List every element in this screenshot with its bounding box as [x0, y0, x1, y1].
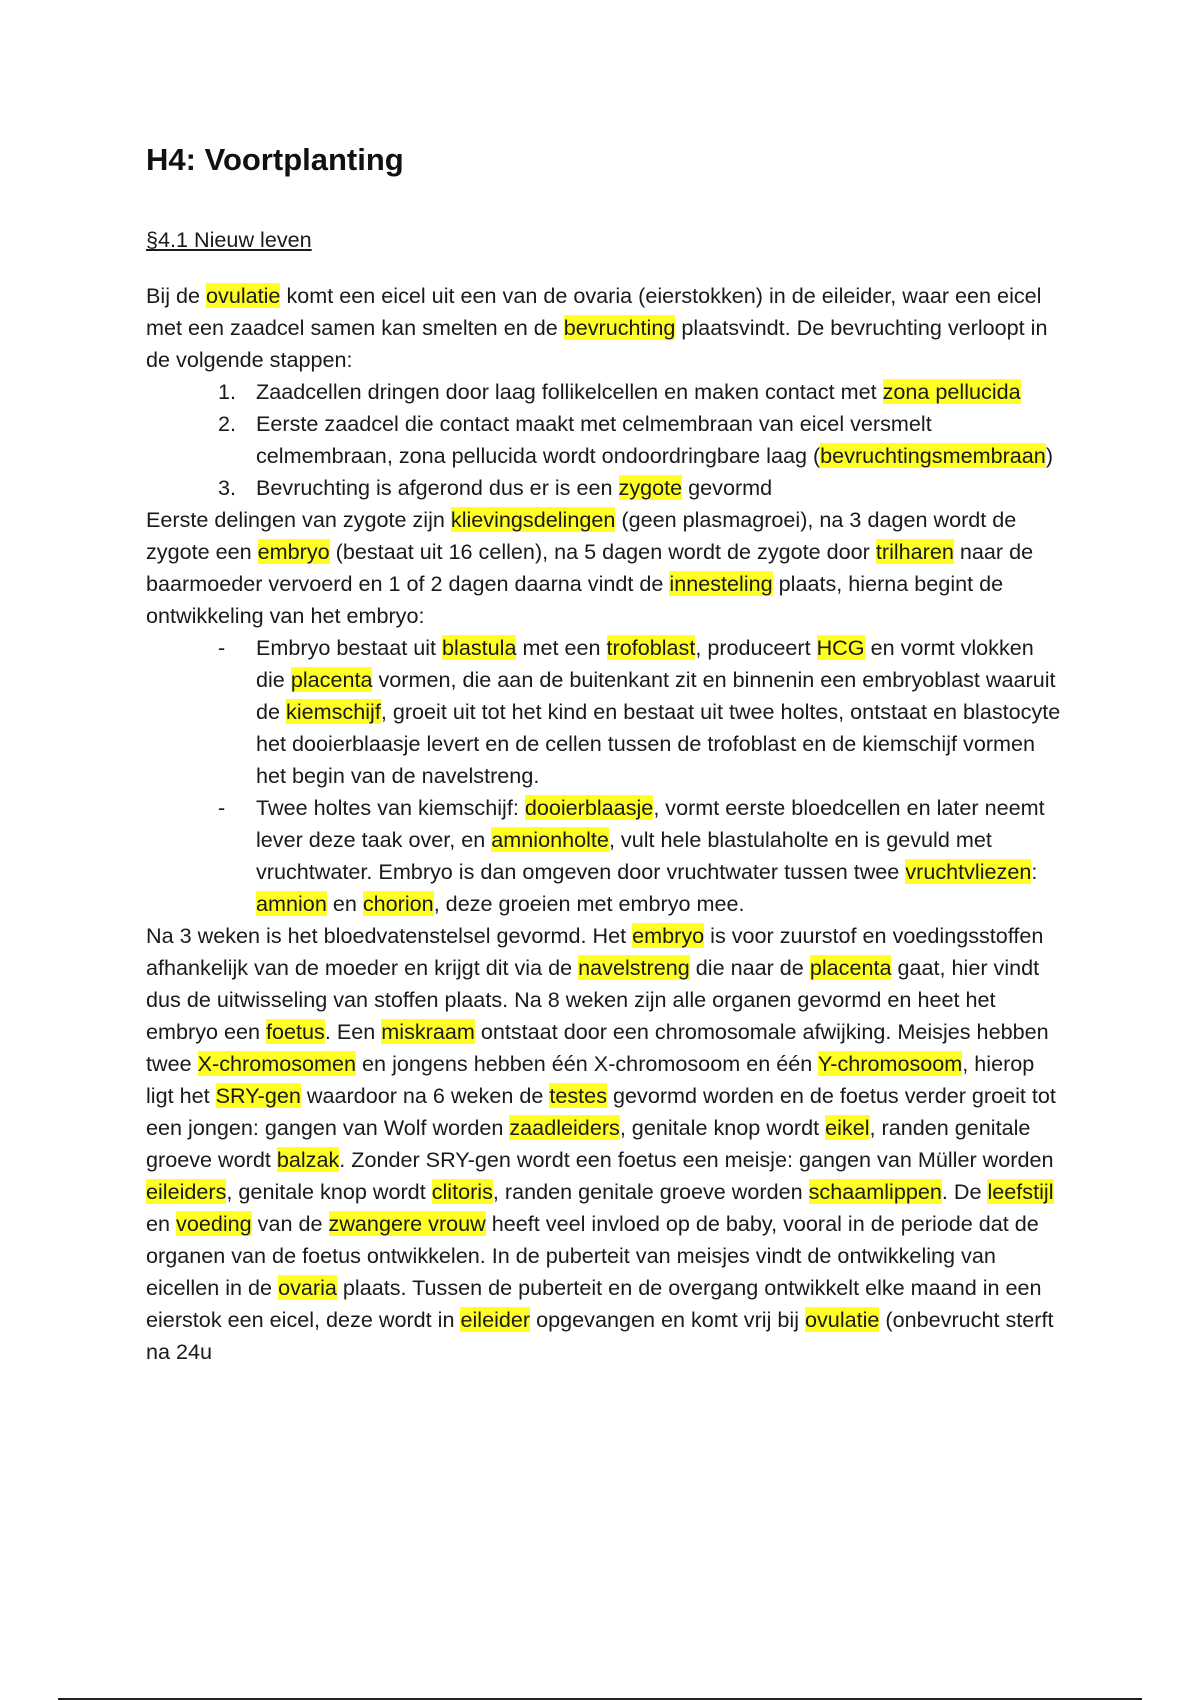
- text-run: (bestaat uit 16 cellen), na 5 dagen wordt de zygote door: [329, 539, 876, 564]
- highlighted-term: ovulatie: [206, 283, 281, 308]
- text-run: , produceert: [695, 635, 817, 660]
- text-run: Twee holtes van kiemschijf:: [256, 795, 525, 820]
- text-run: gevormd: [682, 475, 773, 500]
- text-run: Embryo bestaat uit: [256, 635, 443, 660]
- list-number: 3.: [218, 475, 237, 500]
- highlighted-term: klievingsdelingen: [450, 507, 616, 532]
- highlighted-term: schaamlippen: [808, 1179, 942, 1204]
- text-run: en vormt vlokken die: [256, 635, 1034, 692]
- list-item-text: [256, 475, 772, 500]
- text-run: gevormd worden en de foetus verder groeit tot een jongen: gangen van Wolf worden: [146, 1083, 1056, 1140]
- highlighted-term: placenta: [809, 955, 892, 980]
- text-run: , groeit uit tot het kind en bestaat uit twee holtes, ontstaat en blastocyte het dooierblaasje levert en de cellen tussen de trofoblast en de kiemschijf vormen het begin van de navelstreng.: [256, 699, 1061, 788]
- highlighted-term: blastula: [442, 635, 517, 660]
- highlighted-term: embryo: [257, 539, 330, 564]
- highlighted-term: eileider: [460, 1307, 531, 1332]
- highlighted-term: amnion: [256, 891, 327, 916]
- embryo-development-list: [146, 632, 1066, 920]
- highlighted-term: balzak: [276, 1147, 340, 1172]
- text-run: . Een: [324, 1019, 382, 1044]
- list-item: [146, 632, 1066, 792]
- highlighted-term: kiemschijf: [286, 699, 381, 724]
- highlighted-term: testes: [549, 1083, 607, 1108]
- highlighted-term: bevruchtingsmembraan: [820, 443, 1046, 468]
- list-item: [146, 408, 1066, 472]
- text-run: en: [326, 891, 363, 916]
- text-run: Eerste zaadcel die contact maakt met celmembraan van eicel versmelt celmembraan, zona pellucida wordt ondoordringbare laag (: [256, 411, 932, 468]
- text-run: . De: [941, 1179, 988, 1204]
- text-run: opgevangen en komt vrij bij: [530, 1307, 805, 1332]
- list-item-text: [256, 411, 1053, 468]
- text-run: die naar de: [689, 955, 810, 980]
- text-run: (geen plasmagroei), na 3 dagen wordt de zygote een: [146, 507, 1017, 564]
- text-run: Bevruchting is afgerond dus er is een: [256, 475, 619, 500]
- text-run: ontstaat door een chromosomale afwijking. Meisjes hebben twee: [146, 1019, 1049, 1076]
- list-number: 2.: [218, 411, 237, 436]
- text-run: ): [1045, 443, 1054, 468]
- highlighted-term: eikel: [825, 1115, 870, 1140]
- text-run: van de: [251, 1211, 329, 1236]
- highlighted-term: SRY-gen: [215, 1083, 301, 1108]
- highlighted-term: X-chromosomen: [197, 1051, 357, 1076]
- highlighted-term: amnionholte: [491, 827, 609, 852]
- highlighted-term: zygote: [618, 475, 683, 500]
- highlighted-term: voeding: [176, 1211, 252, 1236]
- list-item-text: [256, 795, 1045, 916]
- text-run: . Zonder SRY-gen wordt een foetus een meisje: gangen van Müller worden: [339, 1147, 1054, 1172]
- paragraph-cleavage: [146, 504, 1066, 632]
- highlighted-term: HCG: [816, 635, 865, 660]
- list-item-text: [256, 635, 1060, 788]
- highlighted-term: trofoblast: [606, 635, 696, 660]
- text-run: , vormt eerste bloedcellen en later neemt lever deze taak over, en: [256, 795, 1045, 852]
- highlighted-term: embryo: [632, 923, 705, 948]
- section-heading: §4.1 Nieuw leven: [146, 227, 312, 252]
- highlighted-term: foetus: [266, 1019, 325, 1044]
- text-run: en jongens hebben één X-chromosoom en één: [356, 1051, 818, 1076]
- list-dash: -: [218, 795, 226, 820]
- text-run: , genitale knop wordt: [619, 1115, 826, 1140]
- list-item: [146, 376, 1066, 408]
- text-run: naar de baarmoeder vervoerd en 1 of 2 dagen daarna vindt de: [146, 539, 1034, 596]
- highlighted-term: ovulatie: [805, 1307, 880, 1332]
- paragraph-development: [146, 920, 1066, 1368]
- highlighted-term: trilharen: [875, 539, 954, 564]
- text-run: , randen genitale groeve wordt: [146, 1115, 1031, 1172]
- highlighted-term: innesteling: [669, 571, 773, 596]
- highlighted-term: chorion: [362, 891, 434, 916]
- highlighted-term: dooierblaasje: [524, 795, 654, 820]
- highlighted-term: miskraam: [381, 1019, 475, 1044]
- highlighted-term: clitoris: [431, 1179, 493, 1204]
- fertilization-steps-list: [146, 376, 1066, 504]
- text-run: Eerste delingen van zygote zijn: [146, 507, 451, 532]
- highlighted-term: bevruchting: [563, 315, 676, 340]
- text-run: , deze groeien met embryo mee.: [433, 891, 745, 916]
- highlighted-term: placenta: [290, 667, 373, 692]
- highlighted-term: zwangere vrouw: [328, 1211, 486, 1236]
- text-run: plaatsvindt. De bevruchting verloopt in de volgende stappen:: [146, 315, 1048, 372]
- highlighted-term: eileiders: [146, 1179, 227, 1204]
- highlighted-term: ovaria: [278, 1275, 337, 1300]
- text-run: met een: [516, 635, 607, 660]
- page-title: H4: Voortplanting: [146, 142, 404, 177]
- text-run: (onbevrucht sterft na 24u: [146, 1307, 1054, 1364]
- text-run: Bij de: [146, 283, 207, 308]
- highlighted-term: leefstijl: [987, 1179, 1054, 1204]
- text-run: Na 3 weken is het bloedvatenstelsel gevormd. Het: [146, 923, 633, 948]
- text-run: waardoor na 6 weken de: [300, 1083, 550, 1108]
- text-run: :: [1031, 859, 1038, 884]
- text-run: Zaadcellen dringen door laag follikelcellen en maken contact met: [256, 379, 883, 404]
- text-run: , randen genitale groeve worden: [492, 1179, 809, 1204]
- highlighted-term: Y-chromosoom: [817, 1051, 963, 1076]
- list-number: 1.: [218, 379, 237, 404]
- text-run: , genitale knop wordt: [226, 1179, 432, 1204]
- document-page: [146, 140, 1066, 1368]
- text-run: gaat, hier vindt dus de uitwisseling van stoffen plaats. Na 8 weken zijn alle organen gevormd en heet het embryo een: [146, 955, 1040, 1044]
- paragraph-ovulation: [146, 280, 1066, 376]
- highlighted-term: zaadleiders: [509, 1115, 620, 1140]
- text-run: , vult hele blastulaholte en is gevuld met vruchtwater. Embryo is dan omgeven door vruchtwater tussen twee: [256, 827, 992, 884]
- highlighted-term: vruchtvliezen: [905, 859, 1032, 884]
- text-run: plaats, hierna begint de ontwikkeling van het embryo:: [146, 571, 1004, 628]
- list-item: [146, 472, 1066, 504]
- list-dash: -: [218, 635, 226, 660]
- list-item-text: [256, 379, 1021, 404]
- text-run: is voor zuurstof en voedingsstoffen afhankelijk van de moeder en krijgt dit via de: [146, 923, 1044, 980]
- text-run: komt een eicel uit een van de ovaria (eierstokken) in de eileider, waar een eicel met een zaadcel samen kan smelten en de: [146, 283, 1042, 340]
- text-run: en: [146, 1211, 177, 1236]
- text-run: vormen, die aan de buitenkant zit en binnenin een embryoblast waaruit de: [256, 667, 1056, 724]
- highlighted-term: zona pellucida: [882, 379, 1021, 404]
- text-run: heeft veel invloed op de baby, vooral in de periode dat de organen van de foetus ontwikkelen. In de puberteit van meisjes vindt de ontwikkeling van eicellen in de: [146, 1211, 1039, 1300]
- highlighted-term: navelstreng: [578, 955, 690, 980]
- text-run: , hierop ligt het: [146, 1051, 1035, 1108]
- list-item: [146, 792, 1066, 920]
- text-run: plaats. Tussen de puberteit en de overgang ontwikkelt elke maand in een eierstok een eicel, deze wordt in: [146, 1275, 1042, 1332]
